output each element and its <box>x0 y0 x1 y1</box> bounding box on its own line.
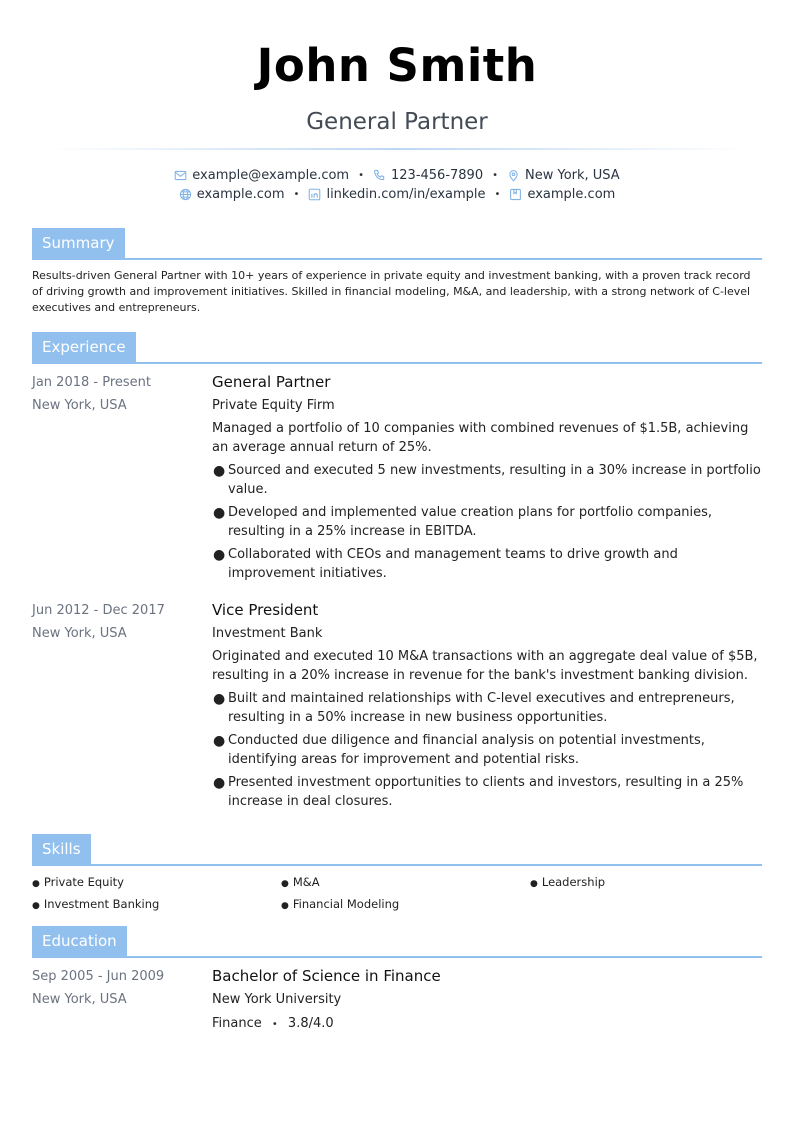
section-header <box>32 926 762 958</box>
entry-body <box>212 599 762 815</box>
skill-item: ● Investment Banking <box>32 897 160 911</box>
entry-meta <box>32 599 212 815</box>
contact-email[interactable] <box>174 166 349 185</box>
list-item: ● Developed and implemented value creation plans for portfolio companies, resulting in a 25% increase in EBITDA. <box>213 505 713 539</box>
contact-location <box>507 166 620 185</box>
section-title-skills: Skills <box>32 834 91 864</box>
bullet-icon: ● <box>281 901 289 911</box>
linkedin-icon <box>308 188 321 201</box>
achievement-list <box>212 461 762 583</box>
bullet-icon: ● <box>213 547 226 563</box>
skill-item: ● Leadership <box>530 875 606 889</box>
candidate-title: General Partner <box>306 109 488 135</box>
education-entry <box>32 965 762 1036</box>
portfolio-text: example.com <box>527 187 616 202</box>
entry-meta <box>32 965 212 1036</box>
summary-section <box>32 228 762 316</box>
location-pin-icon <box>507 169 520 182</box>
bullet-icon: ● <box>213 505 226 521</box>
entry-body <box>212 965 762 1036</box>
contact-linkedin[interactable] <box>308 185 485 204</box>
experience-entry <box>32 371 762 587</box>
contact-website[interactable] <box>179 185 285 204</box>
job-description: Originated and executed 10 M&A transactions with an aggregate deal value of $5B, resulting in a 20% increase in revenue for the bank's investment banking division. <box>212 649 758 683</box>
bullet-icon: ● <box>281 879 289 889</box>
experience-section <box>32 332 762 815</box>
contact-separator: • <box>492 170 498 181</box>
phone-icon <box>373 169 386 182</box>
entry-location: New York, USA <box>32 992 127 1007</box>
gpa: 3.8/4.0 <box>287 1016 334 1031</box>
skill-item: ● Financial Modeling <box>281 897 400 911</box>
achievement-list <box>212 689 762 811</box>
skill-item: ● M&A <box>281 875 320 889</box>
skills-section <box>32 834 762 914</box>
entry-meta <box>32 371 212 587</box>
phone-text: 123-456-7890 <box>391 168 484 183</box>
list-item: ● Built and maintained relationships with C-level executives and entrepreneurs, resulting in a 50% increase in new business opportunities. <box>213 691 735 725</box>
field-of-study: Finance <box>212 1016 262 1031</box>
list-item: ● Presented investment opportunities to clients and investors, resulting in a 25% increase in deal closures. <box>213 775 744 809</box>
entry-dates: Jun 2012 - Dec 2017 <box>32 603 165 618</box>
field-and-gpa <box>212 1012 762 1036</box>
contact-row-secondary <box>0 185 794 204</box>
section-header <box>32 332 762 364</box>
section-header <box>32 834 762 866</box>
contact-separator: • <box>494 189 501 200</box>
company-name: Private Equity Firm <box>212 398 335 413</box>
contact-phone[interactable] <box>373 166 483 185</box>
bookmark-icon <box>509 188 522 201</box>
contact-row-primary <box>0 166 794 185</box>
bullet-icon: ● <box>32 901 40 911</box>
section-title-experience: Experience <box>32 332 136 362</box>
bullet-icon: ● <box>213 691 226 707</box>
list-item: ● Collaborated with CEOs and management teams to drive growth and improvement initiatives. <box>213 547 678 581</box>
company-name: Investment Bank <box>212 626 323 641</box>
contact-separator: • <box>358 170 364 181</box>
contact-info <box>0 166 794 204</box>
skill-item: ● Private Equity <box>32 875 124 889</box>
list-item: ● Conducted due diligence and financial analysis on potential investments, identifying areas for improvement and potential risks. <box>213 733 705 767</box>
school-name: New York University <box>212 992 342 1007</box>
contact-portfolio[interactable] <box>509 185 615 204</box>
email-text: example@example.com <box>192 168 350 183</box>
contact-separator: • <box>293 189 300 200</box>
experience-entry <box>32 599 762 815</box>
degree-title: Bachelor of Science in Finance <box>212 967 441 985</box>
linkedin-text: linkedin.com/in/example <box>326 187 486 202</box>
header-divider <box>47 148 747 150</box>
section-title-summary: Summary <box>32 228 125 258</box>
bullet-icon: ● <box>32 879 40 889</box>
bullet-icon: ● <box>213 733 226 749</box>
bullet-icon: ● <box>213 463 226 479</box>
location-text: New York, USA <box>525 168 620 183</box>
section-title-education: Education <box>32 926 127 956</box>
resume-header <box>0 0 794 204</box>
website-text: example.com <box>196 187 285 202</box>
entry-location: New York, USA <box>32 398 127 413</box>
entry-dates: Sep 2005 - Jun 2009 <box>32 969 165 984</box>
bullet-icon: ● <box>213 775 226 791</box>
job-title: General Partner <box>212 373 331 391</box>
globe-icon <box>179 188 192 201</box>
candidate-name: John Smith <box>256 39 538 92</box>
entry-dates: Jan 2018 - Present <box>32 375 151 390</box>
list-item: ● Sourced and executed 5 new investments, resulting in a 30% increase in portfolio value. <box>213 463 761 497</box>
bullet-icon: ● <box>530 879 538 889</box>
entry-body <box>212 371 762 587</box>
envelope-icon <box>174 169 187 182</box>
field-separator: • <box>271 1019 278 1030</box>
job-description: Managed a portfolio of 10 companies with combined revenues of $1.5B, achieving an average annual return of 25%. <box>212 421 749 455</box>
summary-text: Results-driven General Partner with 10+ years of experience in private equity and investment banking, with a proven track record of driving growth and improvement initiatives. Skilled in financial modeling, M&A, and leadership, with a strong network of C-level executives and entrepreneurs. <box>32 269 751 314</box>
entry-location: New York, USA <box>32 626 127 641</box>
education-section <box>32 926 762 1036</box>
skills-grid <box>32 874 762 914</box>
section-header <box>32 228 762 260</box>
job-title: Vice President <box>212 601 319 619</box>
